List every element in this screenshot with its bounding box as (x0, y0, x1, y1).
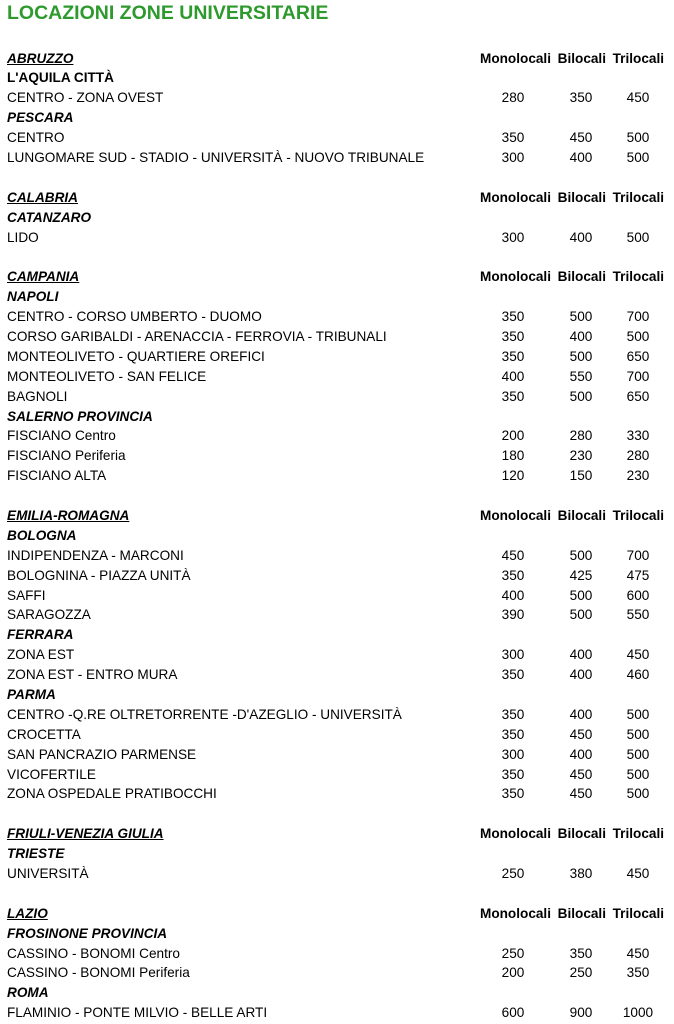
section-spacer (7, 247, 667, 267)
trilocali-price: 600 (626, 587, 650, 603)
city-header-row (7, 108, 667, 128)
bilocali-price: 400 (569, 647, 593, 663)
table-row (7, 784, 667, 804)
zone-name: CENTRO (7, 130, 65, 146)
trilocali-price: 550 (626, 607, 650, 623)
zone-name: ZONA EST - ENTRO MURA (7, 667, 178, 683)
column-header: Monolocali (480, 50, 551, 66)
zone-name: FLAMINIO - PONTE MILVIO - BELLE ARTI (7, 1005, 268, 1021)
monolocali-price: 350 (501, 348, 525, 364)
region-header-row (7, 824, 667, 844)
region-header-row (7, 267, 667, 287)
region-header-row (7, 506, 667, 526)
trilocali-price: 450 (626, 945, 650, 961)
monolocali-price: 200 (501, 965, 525, 981)
bilocali-price: 400 (569, 706, 593, 722)
city-header-row (7, 287, 667, 307)
region-name: EMILIA-ROMAGNA (7, 507, 130, 523)
city-name: PESCARA (7, 110, 74, 126)
bilocali-price: 450 (569, 130, 593, 146)
zone-name: ZONA EST (7, 647, 75, 663)
table-row (7, 665, 667, 685)
city-header-row (7, 407, 667, 427)
monolocali-price: 400 (501, 587, 525, 603)
region-header-row (7, 49, 667, 69)
bilocali-price: 500 (569, 547, 593, 563)
city-name: FROSINONE PROVINCIA (7, 925, 168, 941)
bilocali-price: 500 (569, 607, 593, 623)
bilocali-price: 400 (569, 667, 593, 683)
table-row (7, 645, 667, 665)
zone-name: CENTRO - CORSO UMBERTO - DUOMO (7, 309, 262, 325)
monolocali-price: 350 (501, 309, 525, 325)
table-row (7, 466, 667, 486)
trilocali-price: 230 (626, 468, 650, 484)
trilocali-price: 500 (626, 766, 650, 782)
zone-name: SAN PANCRAZIO PARMENSE (7, 746, 197, 762)
table-row (7, 586, 667, 606)
table-row (7, 88, 667, 108)
bilocali-price: 400 (569, 229, 593, 245)
table-row (7, 765, 667, 785)
region-name: CAMPANIA (7, 269, 80, 285)
bilocali-price: 500 (569, 348, 593, 364)
table-row (7, 367, 667, 387)
zone-name: BAGNOLI (7, 388, 68, 404)
zone-name: BOLOGNINA - PIAZZA UNITÀ (7, 567, 191, 583)
bilocali-price: 250 (569, 965, 593, 981)
bilocali-price: 380 (569, 866, 593, 882)
bilocali-price: 500 (569, 309, 593, 325)
monolocali-price: 350 (501, 706, 525, 722)
bilocali-price: 350 (569, 90, 593, 106)
column-header: Bilocali (557, 189, 606, 205)
trilocali-price: 500 (626, 786, 650, 802)
column-header: Trilocali (612, 269, 664, 285)
section-spacer (7, 884, 667, 904)
region-header-row (7, 188, 667, 208)
column-header: Monolocali (480, 826, 551, 842)
column-header: Monolocali (480, 189, 551, 205)
section-spacer (7, 168, 667, 188)
table-row (7, 446, 667, 466)
section-spacer (7, 804, 667, 824)
city-name: FERRARA (7, 627, 74, 643)
trilocali-price: 500 (626, 706, 650, 722)
zone-name: LUNGOMARE SUD - STADIO - UNIVERSITÀ - NUOVO TRIBUNALE (7, 149, 425, 165)
zone-name: LIDO (7, 229, 39, 245)
bilocali-price: 450 (569, 766, 593, 782)
city-header-row (7, 685, 667, 705)
monolocali-price: 350 (501, 130, 525, 146)
column-header: Bilocali (557, 826, 606, 842)
bilocali-price: 400 (569, 328, 593, 344)
trilocali-price: 460 (626, 667, 650, 683)
city-name: L'AQUILA CITTÀ (7, 70, 114, 86)
trilocali-price: 650 (626, 388, 650, 404)
bilocali-price: 350 (569, 945, 593, 961)
city-header-row (7, 924, 667, 944)
city-header-row (7, 68, 667, 88)
trilocali-price: 500 (626, 328, 650, 344)
trilocali-price: 450 (626, 647, 650, 663)
zone-name: CENTRO -Q.RE OLTRETORRENTE -D'AZEGLIO - UNIVERSITÀ (7, 706, 402, 722)
zone-name: INDIPENDENZA - MARCONI (7, 547, 184, 563)
zone-name: VICOFERTILE (7, 766, 96, 782)
monolocali-price: 300 (501, 746, 525, 762)
city-name: CATANZARO (7, 209, 92, 225)
table-row (7, 307, 667, 327)
column-header: Trilocali (612, 905, 664, 921)
table-row (7, 347, 667, 367)
zone-name: CENTRO - ZONA OVEST (7, 90, 164, 106)
zone-name: FISCIANO Centro (7, 428, 116, 444)
table-row (7, 566, 667, 586)
zone-name: ZONA OSPEDALE PRATIBOCCHI (7, 786, 217, 802)
table-row (7, 387, 667, 407)
bilocali-price: 280 (569, 428, 593, 444)
zone-name: FISCIANO Periferia (7, 448, 126, 464)
bilocali-price: 550 (569, 368, 593, 384)
city-header-row (7, 625, 667, 645)
monolocali-price: 600 (501, 1005, 525, 1021)
trilocali-price: 500 (626, 746, 650, 762)
bilocali-price: 450 (569, 786, 593, 802)
table-row (7, 605, 667, 625)
trilocali-price: 500 (626, 149, 650, 165)
city-name: SALERNO PROVINCIA (7, 408, 153, 424)
region-name: ABRUZZO (7, 50, 74, 66)
monolocali-price: 300 (501, 229, 525, 245)
monolocali-price: 300 (501, 647, 525, 663)
trilocali-price: 330 (626, 428, 650, 444)
table-row (7, 228, 667, 248)
region-name: LAZIO (7, 905, 48, 921)
region-name: FRIULI-VENEZIA GIULIA (7, 826, 164, 842)
trilocali-price: 650 (626, 348, 650, 364)
bilocali-price: 500 (569, 388, 593, 404)
monolocali-price: 450 (501, 547, 525, 563)
region-name: CALABRIA (7, 189, 78, 205)
zone-name: CASSINO - BONOMI Periferia (7, 965, 190, 981)
column-header: Monolocali (480, 905, 551, 921)
column-header: Trilocali (612, 507, 664, 523)
trilocali-price: 1000 (622, 1005, 654, 1021)
table-row (7, 944, 667, 964)
table-row (7, 725, 667, 745)
city-name: TRIESTE (7, 846, 65, 862)
table-row (7, 546, 667, 566)
monolocali-price: 400 (501, 368, 525, 384)
city-name: ROMA (7, 985, 49, 1001)
trilocali-price: 500 (626, 726, 650, 742)
monolocali-price: 350 (501, 726, 525, 742)
zone-name: CASSINO - BONOMI Centro (7, 945, 180, 961)
column-header: Trilocali (612, 826, 664, 842)
city-name: BOLOGNA (7, 527, 77, 543)
trilocali-price: 450 (626, 866, 650, 882)
column-header: Bilocali (557, 507, 606, 523)
monolocali-price: 280 (501, 90, 525, 106)
bilocali-price: 400 (569, 746, 593, 762)
city-header-row (7, 844, 667, 864)
column-header: Monolocali (480, 507, 551, 523)
column-header: Bilocali (557, 269, 606, 285)
table-row (7, 705, 667, 725)
column-header: Monolocali (480, 269, 551, 285)
column-header: Trilocali (612, 50, 664, 66)
trilocali-price: 700 (626, 309, 650, 325)
zone-name: SAFFI (7, 587, 46, 603)
trilocali-price: 700 (626, 547, 650, 563)
city-header-row (7, 208, 667, 228)
monolocali-price: 350 (501, 766, 525, 782)
trilocali-price: 450 (626, 90, 650, 106)
zone-name: CROCETTA (7, 726, 81, 742)
column-header: Bilocali (557, 50, 606, 66)
column-header: Bilocali (557, 905, 606, 921)
table-row (7, 327, 667, 347)
city-name: NAPOLI (7, 289, 59, 305)
bilocali-price: 425 (569, 567, 593, 583)
zone-name: CORSO GARIBALDI - ARENACCIA - FERROVIA - TRIBUNALI (7, 328, 387, 344)
trilocali-price: 280 (626, 448, 650, 464)
column-header: Trilocali (612, 189, 664, 205)
zone-name: SARAGOZZA (7, 607, 91, 623)
table-row (7, 426, 667, 446)
zone-name: FISCIANO ALTA (7, 468, 107, 484)
zone-name: MONTEOLIVETO - SAN FELICE (7, 368, 207, 384)
page-title: LOCAZIONI ZONE UNIVERSITARIE (7, 2, 329, 24)
table-row (7, 864, 667, 884)
table-row (7, 128, 667, 148)
zone-name: MONTEOLIVETO - QUARTIERE OREFICI (7, 348, 265, 364)
bilocali-price: 900 (569, 1005, 593, 1021)
bilocali-price: 450 (569, 726, 593, 742)
table-row (7, 963, 667, 983)
trilocali-price: 700 (626, 368, 650, 384)
monolocali-price: 350 (501, 388, 525, 404)
bilocali-price: 400 (569, 149, 593, 165)
monolocali-price: 180 (501, 448, 525, 464)
rent-table (7, 49, 667, 1024)
trilocali-price: 500 (626, 229, 650, 245)
zone-name: UNIVERSITÀ (7, 866, 89, 882)
monolocali-price: 390 (501, 607, 525, 623)
monolocali-price: 300 (501, 149, 525, 165)
table-row (7, 1003, 667, 1023)
monolocali-price: 350 (501, 667, 525, 683)
trilocali-price: 350 (626, 965, 650, 981)
monolocali-price: 350 (501, 786, 525, 802)
monolocali-price: 200 (501, 428, 525, 444)
table-row (7, 148, 667, 168)
bilocali-price: 230 (569, 448, 593, 464)
monolocali-price: 350 (501, 567, 525, 583)
bilocali-price: 500 (569, 587, 593, 603)
city-name: PARMA (7, 687, 56, 702)
section-spacer (7, 486, 667, 506)
trilocali-price: 500 (626, 130, 650, 146)
monolocali-price: 120 (501, 468, 525, 484)
monolocali-price: 250 (501, 866, 525, 882)
city-header-row (7, 526, 667, 546)
monolocali-price: 250 (501, 945, 525, 961)
bilocali-price: 150 (569, 468, 593, 484)
table-row (7, 745, 667, 765)
monolocali-price: 350 (501, 328, 525, 344)
city-header-row (7, 983, 667, 1003)
region-header-row (7, 904, 667, 924)
trilocali-price: 475 (626, 567, 650, 583)
